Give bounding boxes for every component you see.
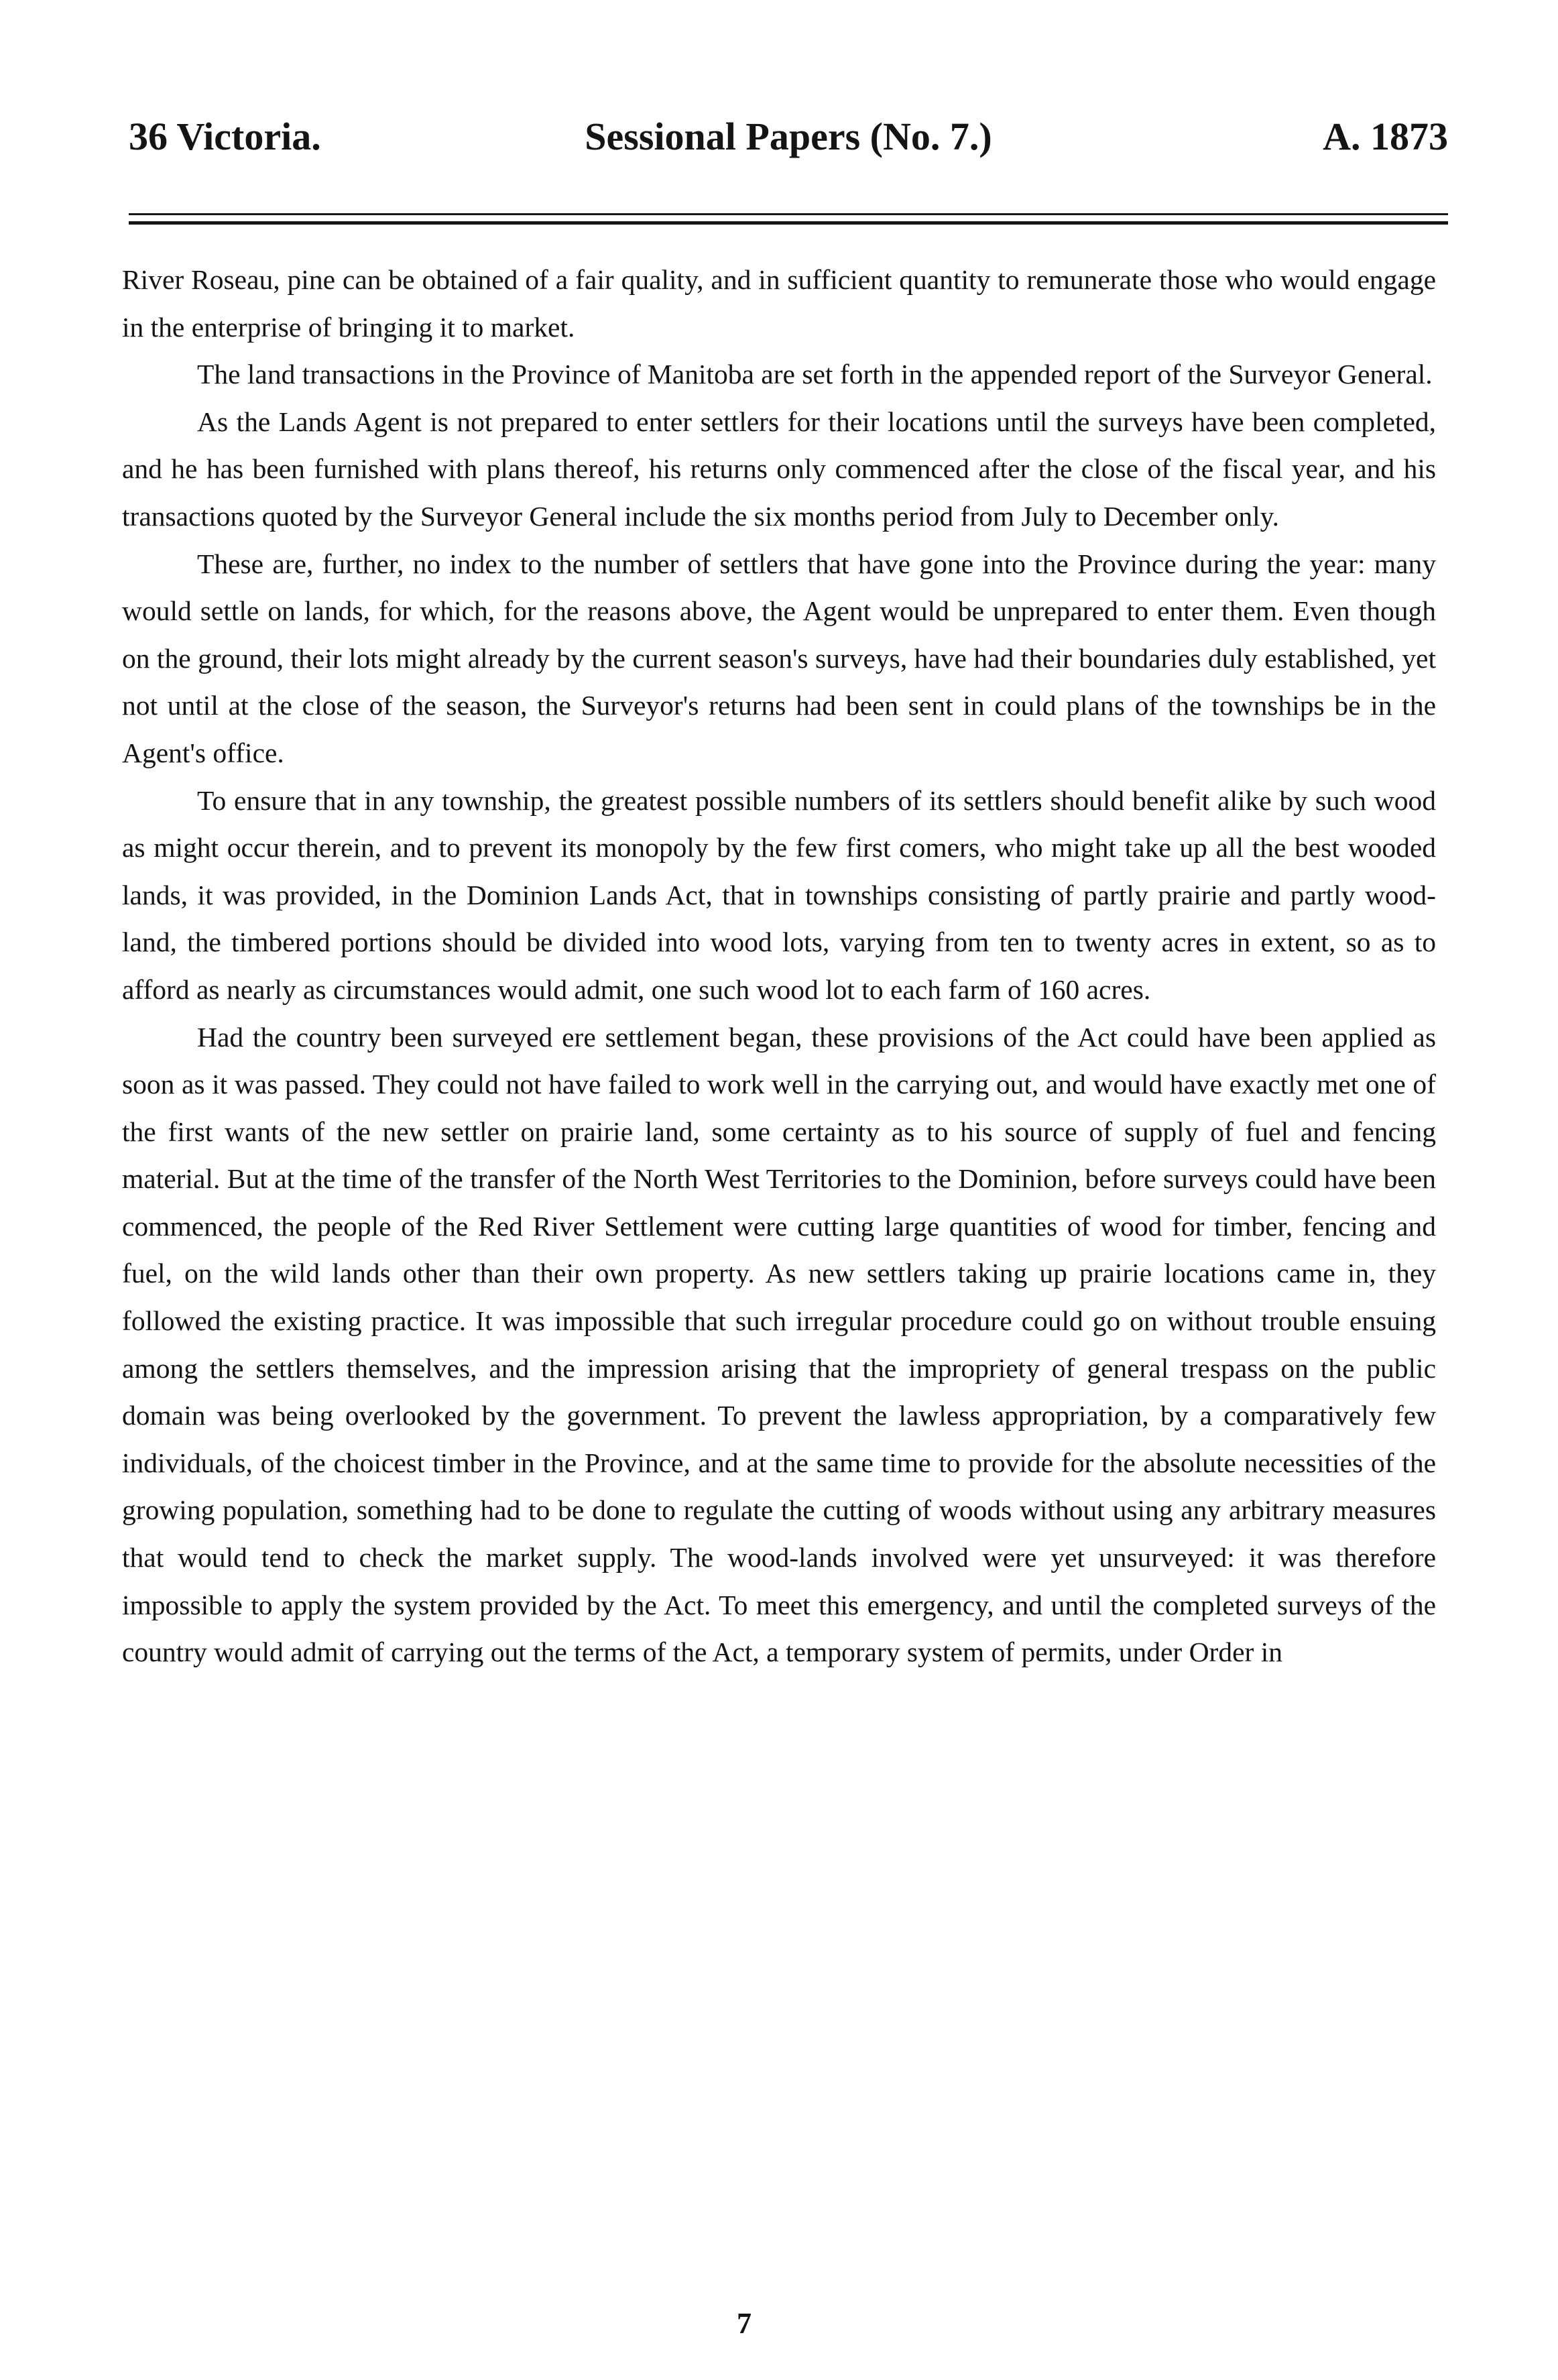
header-session: 36 Victoria. xyxy=(129,115,321,158)
running-header xyxy=(129,106,1448,168)
paragraph: To ensure that in any township, the greatest possible numbers of its settlers should benefit alike by such wood as might occur therein, and to prevent its monopoly by the few first comers, who might take up all the best wooded lands, it was provided, in the Dominion Lands Act, that in townships consisting of partly prairie and partly wood-land, the timbered portions should be divided into wood lots, varying from ten to twenty acres in extent, so as to afford as nearly as circumstances would admit, one such wood lot to each farm of 160 acres. xyxy=(122,784,1436,1005)
header-rule-thin xyxy=(129,213,1448,215)
paragraph: These are, further, no index to the number of settlers that have gone into the Province during the year: many would settle on lands, for which, for the reasons above, the Agent would be unprepared to enter them. Even though on the ground, their lots might already by the current season's surveys, have had their boundaries duly established, yet not until at the close of the season, the Surveyor's returns had been sent in could plans of the townships be in the Agent's office. xyxy=(122,548,1436,768)
header-rule-thick xyxy=(129,221,1448,225)
paragraph: Had the country been surveyed ere settlement began, these provisions of the Act could have been applied as soon as it was passed. They could not have failed to work well in the carrying out, and would have exactly met one of the first wants of the new settler on prairie land, some certainty as to his source of supply of fuel and fencing material. But at the time of the transfer of the North West Territories to the Dominion, before surveys could have been commenced, the people of the Red River Settlement were cutting large quantities of wood for timber, fencing and fuel, on the wild lands other than their own property. As new settlers taking up prairie locations came in, they followed the existing practice. It was impossible that such irregular procedure could go on without trouble ensuing among the settlers themselves, and the impression arising that the impropriety of general trespass on the public domain was being overlooked by the government. To prevent the lawless appropriation, by a comparatively few individuals, of the choicest timber in the Province, and at the same time to provide for the absolute necessities of the growing population, something had to be done to regulate the cutting of woods without using any arbitrary measures that would tend to check the market supply. The wood-lands involved were yet unsurveyed: it was therefore impossible to apply the system provided by the Act. To meet this emergency, and until the completed surveys of the country would admit of carrying out the terms of the Act, a temporary system of permits, under Order in xyxy=(122,1021,1436,1668)
paragraph: The land transactions in the Province of Manitoba are set forth in the appended report of the Surveyor General. xyxy=(197,359,1433,390)
body-text xyxy=(122,256,1436,1676)
paragraph: River Roseau, pine can be obtained of a fair quality, and in sufficient quantity to remunerate those who would engage in the enterprise of bringing it to market. xyxy=(122,264,1436,343)
header-year: A. 1873 xyxy=(1323,115,1448,158)
header-title: Sessional Papers (No. 7.) xyxy=(585,115,992,158)
page-number: 7 xyxy=(737,2307,752,2340)
paragraph: As the Lands Agent is not prepared to enter settlers for their locations until the surveys have been completed, and he has been furnished with plans thereof, his returns only commenced after the close of the fiscal year, and his transactions quoted by the Surveyor General include the six months period from July to December only. xyxy=(122,406,1436,532)
